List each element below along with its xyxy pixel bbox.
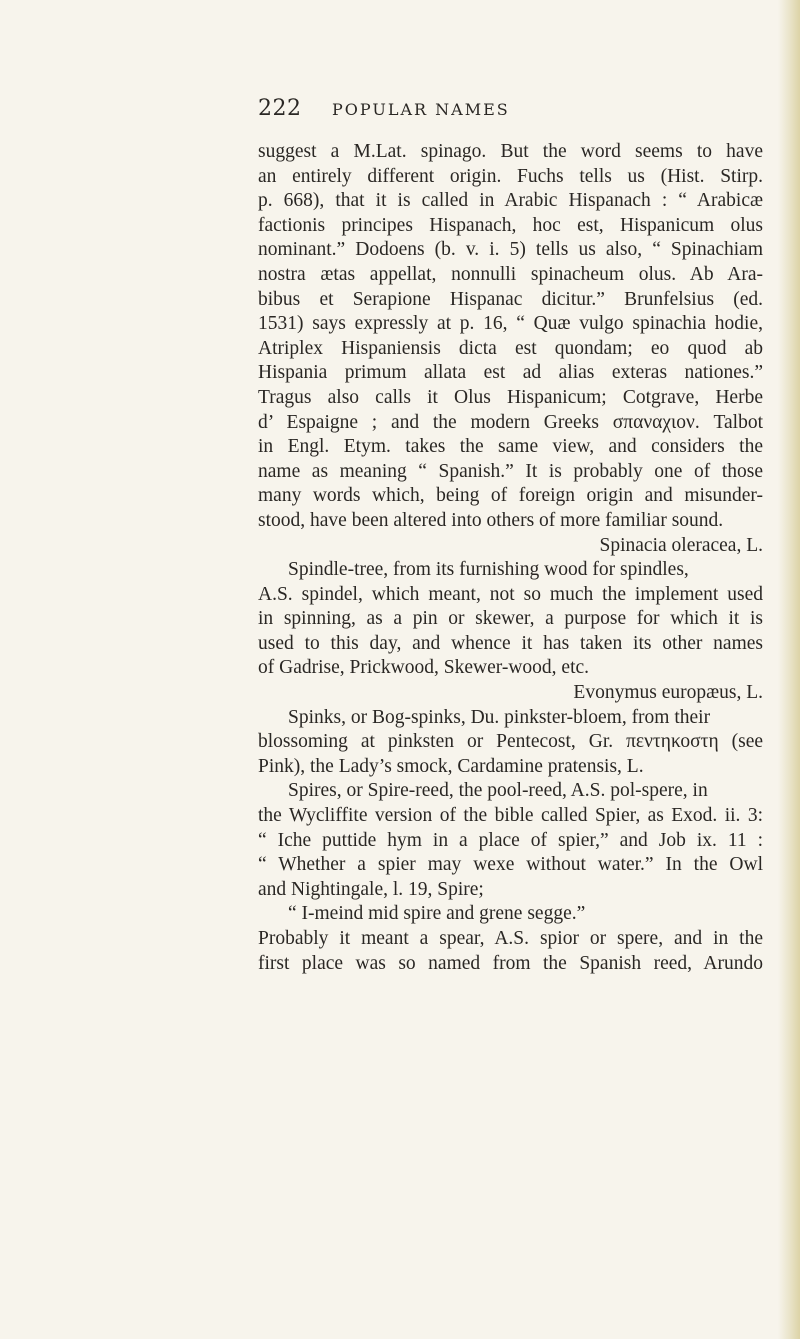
text-line: nominant.” Dodoens (b. v. i. 5) tells us also, “ Spinachiam	[258, 239, 763, 261]
running-head: POPULAR NAMES	[332, 100, 510, 119]
botanical-name: Spinacia oleracea, L.	[599, 534, 763, 556]
page-header	[258, 96, 678, 126]
text-line: Pink), the Lady’s smock, Cardamine pratensis, L.	[258, 755, 644, 777]
text-line: and Nightingale, l. 19, Spire;	[258, 878, 484, 900]
text-line: nostra ætas appellat, nonnulli spinacheum olus. Ab Ara-	[258, 263, 763, 285]
text-line: d’ Espaigne ; and the modern Greeks σπαναχιον. Talbot	[258, 411, 763, 433]
text-line: blossoming at pinksten or Pentecost, Gr. πεντηκοστη (see	[258, 731, 763, 753]
botanical-name: Evonymus europæus, L.	[573, 682, 763, 704]
text-line: A.S. spindel, which meant, not so much the implement used	[258, 583, 763, 605]
entry-headword-line: Spinks, or Bog-spinks, Du. pinkster-bloem, from their	[288, 706, 711, 728]
text-line: in Engl. Etym. takes the same view, and considers the	[258, 436, 763, 458]
text-line: the Wycliffite version of the bible called Spier, as Exod. ii. 3:	[258, 805, 763, 827]
text-line: 1531) says expressly at p. 16, “ Quæ vulgo spinachia hodie,	[258, 313, 763, 335]
text-line: bibus et Serapione Hispanac dicitur.” Brunfelsius (ed.	[258, 288, 763, 310]
text-line: an entirely different origin. Fuchs tells us (Hist. Stirp.	[258, 165, 763, 187]
page-edge-shadow	[778, 0, 800, 1339]
body-text	[258, 140, 763, 976]
text-line: name as meaning “ Spanish.” It is probably one of those	[258, 460, 763, 482]
quotation-line: “ I-meind mid spire and grene segge.”	[288, 903, 586, 925]
text-line: Tragus also calls it Olus Hispanicum; Cotgrave, Herbe	[258, 386, 763, 408]
entry-headword-line: Spires, or Spire-reed, the pool-reed, A.S. pol-spere, in	[288, 780, 708, 802]
entry-headword-line: Spindle-tree, from its furnishing wood for spindles,	[288, 559, 689, 581]
text-line: “ Whether a spier may wexe without water.” In the Owl	[258, 854, 763, 876]
page-number: 222	[258, 96, 302, 121]
text-line: suggest a M.Lat. spinago. But the word seems to have	[258, 141, 763, 162]
text-line: used to this day, and whence it has taken its other names	[258, 632, 763, 654]
text-line: “ Iche puttide hym in a place of spier,” and Job ix. 11 :	[258, 829, 763, 851]
text-line: Atriplex Hispaniensis dicta est quondam; eo quod ab	[258, 337, 763, 359]
text-line: in spinning, as a pin or skewer, a purpose for which it is	[258, 608, 763, 630]
text-line: of Gadrise, Prickwood, Skewer-wood, etc.	[258, 657, 590, 679]
text-line: many words which, being of foreign origin and misunder-	[258, 485, 763, 507]
text-line: Hispania primum allata est ad alias exteras nationes.”	[258, 362, 763, 384]
text-line: p. 668), that it is called in Arabic Hispanach : “ Arabicæ	[258, 190, 763, 212]
text-line: Probably it meant a spear, A.S. spior or spere, and in the	[258, 928, 763, 949]
text-line: first place was so named from the Spanish reed, Arundo	[258, 952, 763, 974]
text-line: factionis principes Hispanach, hoc est, Hispanicum olus	[258, 214, 763, 236]
text-line: stood, have been altered into others of more familiar sound.	[258, 509, 724, 531]
